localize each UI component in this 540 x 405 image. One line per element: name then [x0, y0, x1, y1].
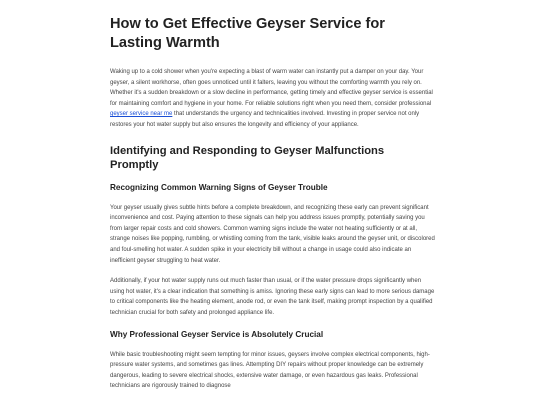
intro-paragraph [110, 67, 435, 131]
professional-service-paragraph: While basic troubleshooting might seem tempting for minor issues, geysers involve complex electrical components, high-pressure water systems, and sometimes gas lines. Attempting DIY repairs without proper knowledge can be extremely dangerous, leading to severe electrical shocks, extensive water damage, or even hazardous gas leaks. Professional technicians are rigorously trained to diagnose [110, 351, 430, 390]
warning-signs-paragraph: Your geyser usually gives subtle hints before a complete breakdown, and recognizing these early can prevent significant inconvenience and cost. Paying attention to these signals can help you address issues promptly, potentially saving you from larger repair costs and cold showers. Common warning signs include the water not heating sufficiently or at all, strange noises like popping, rumbling, or whistling coming from the tank, visible leaks around the geyser unit, or discolored and foul-smelling hot water. A sudden spike in your electricity bill without a change in usage could also indicate an inefficient geyser struggling to heat water. [110, 204, 435, 264]
intro-text-before-link: Waking up to a cold shower when you're expecting a blast of warm water can instantly put a damper on your day. Your geyser, a silent workhorse, often goes unnoticed until it falters, leaving you without the comforting warmth you rely on. Whether it's a sudden breakdown or a slow decline in performance, getting timely and effective geyser service is essential for maintaining comfort and hygiene in your home. For reliable solutions right when you need them, consider professional [110, 69, 433, 107]
intro-text-after-link: that understands the urgency and technicalities involved. Investing in proper service not only restores your hot water supply but also ensures the longevity and efficiency of your appliance. [110, 111, 420, 128]
section-heading: Identifying and Responding to Geyser Malfunctions Promptly [110, 144, 385, 171]
warning-signs-subheading: Recognizing Common Warning Signs of Geyser Trouble [110, 182, 328, 192]
article [110, 0, 435, 392]
geyser-service-link[interactable]: geyser service near me [110, 111, 173, 118]
professional-service-subheading: Why Professional Geyser Service is Absolutely Crucial [110, 329, 324, 339]
early-signs-paragraph: Additionally, if your hot water supply runs out much faster than usual, or if the water pressure drops significantly when using hot water, it's a clear indication that something is amiss. Ignoring these early signs can lead to more serious damage to critical components like the heating element, anode rod, or even the tank itself, making prompt inspection by a qualified technician crucial for both safety and prolonged appliance life. [110, 278, 435, 316]
article-title: How to Get Effective Geyser Service for Lasting Warmth [110, 16, 385, 51]
